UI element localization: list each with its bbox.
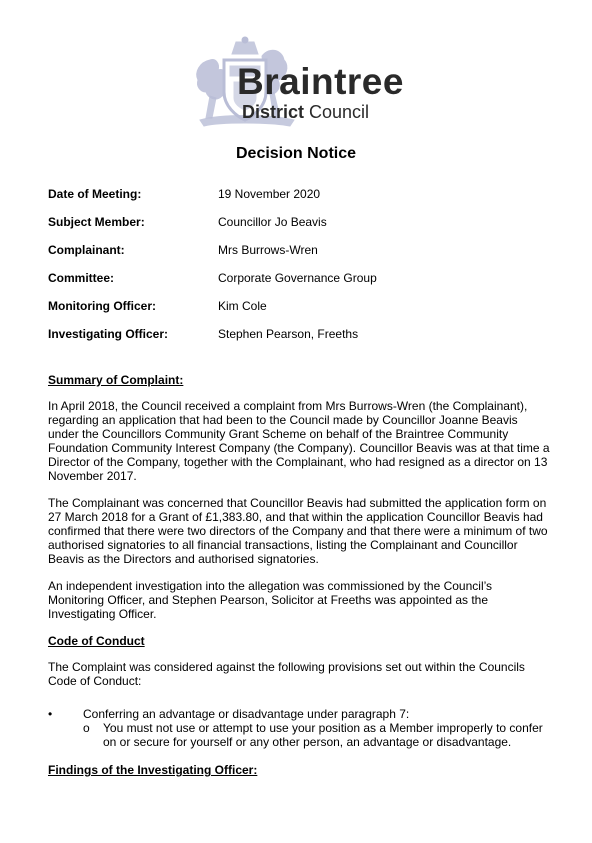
meta-row-date bbox=[48, 187, 548, 215]
meta-value: Kim Cole bbox=[218, 299, 267, 313]
meta-row-committee bbox=[48, 271, 548, 299]
summary-heading: Summary of Complaint: bbox=[48, 373, 184, 387]
brand-subtitle bbox=[242, 102, 369, 122]
code-of-conduct-intro: The Complaint was considered against the following provisions set out within the Councils Code of Conduct: bbox=[48, 660, 525, 688]
meta-value: Corporate Governance Group bbox=[218, 271, 377, 285]
summary-paragraph-1: In April 2018, the Council received a complaint from Mrs Burrows-Wren (the Complainant), regarding an application that had been to the Council made by Councillor Joanne Beavis under the Councillors Community Grant Scheme on behalf of the Braintree Community Foundation Community Interest Company (the Company). Councillor Beavis was at that time a Director of the Company, together with the Complainant, who had resigned as a director on 13 November 2017. bbox=[48, 399, 550, 483]
summary-paragraph-3: An independent investigation into the allegation was commissioned by the Council’s Monitoring Officer, and Stephen Pearson, Solicitor at Freeths was appointed as the Investigating Officer. bbox=[48, 579, 493, 621]
bullet-icon: • bbox=[48, 707, 53, 721]
conduct-bullet bbox=[48, 707, 551, 749]
meta-value: 19 November 2020 bbox=[218, 187, 321, 201]
conduct-bullet-text: Conferring an advantage or disadvantage under paragraph 7: bbox=[83, 707, 410, 721]
meta-row-subject-member bbox=[48, 215, 548, 243]
meeting-details bbox=[48, 187, 548, 355]
meta-row-complainant bbox=[48, 243, 548, 271]
meta-value: Mrs Burrows-Wren bbox=[218, 243, 318, 257]
meta-label: Subject Member: bbox=[48, 215, 145, 229]
meta-row-monitoring-officer bbox=[48, 299, 548, 327]
meta-label: Monitoring Officer: bbox=[48, 299, 156, 313]
council-logo bbox=[190, 36, 410, 131]
findings-heading: Findings of the Investigating Officer: bbox=[48, 763, 258, 777]
document-title: Decision Notice bbox=[235, 145, 357, 162]
document-body bbox=[48, 373, 551, 789]
meta-label: Committee: bbox=[48, 271, 115, 285]
meta-row-investigating-officer bbox=[48, 327, 548, 355]
meta-label: Date of Meeting: bbox=[48, 187, 142, 201]
meta-value: Stephen Pearson, Freeths bbox=[218, 327, 359, 341]
code-of-conduct-heading: Code of Conduct bbox=[48, 634, 145, 648]
conduct-sub-bullet bbox=[83, 721, 551, 749]
brand-district: District bbox=[242, 102, 305, 122]
meta-label: Complainant: bbox=[48, 243, 125, 257]
conduct-sub-bullet-text: You must not use or attempt to use your position as a Member improperly to confer on or secure for yourself or any other person, an advantage or disadvantage. bbox=[103, 721, 543, 749]
brand-council: Council bbox=[304, 102, 370, 122]
brand-name: Braintree bbox=[237, 61, 404, 102]
summary-paragraph-2: The Complainant was concerned that Councillor Beavis had submitted the application form on 27 March 2018 for a Grant of £1,383.80, and that within the application Councillor Beavis had confirmed that there were two directors of the Company and that there were a minimum of two authorised signatories to all financial transactions, listing the Complainant and Councillor Beavis as the Directors and authorised signatories. bbox=[48, 496, 548, 566]
meta-value: Councillor Jo Beavis bbox=[218, 215, 327, 229]
meta-label: Investigating Officer: bbox=[48, 327, 169, 341]
sub-bullet-icon: o bbox=[83, 721, 90, 735]
